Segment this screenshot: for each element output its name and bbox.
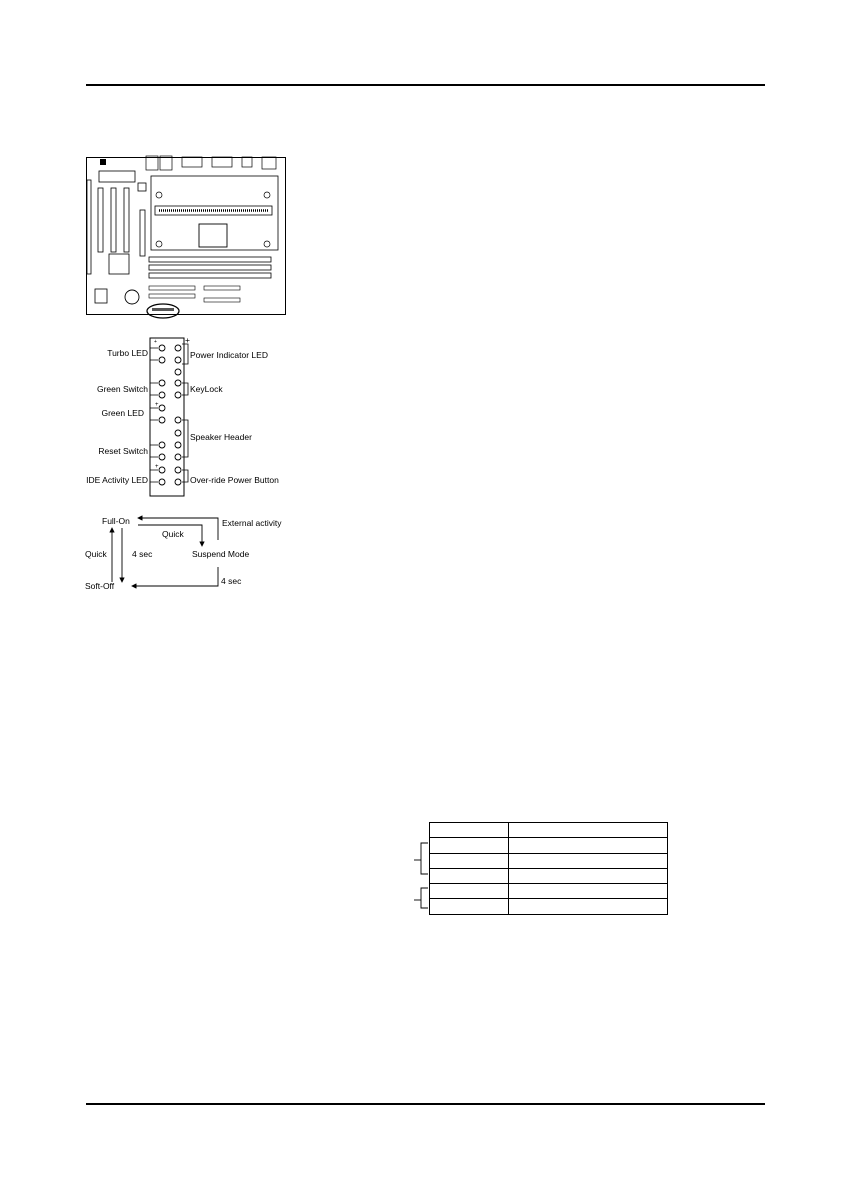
svg-text:+: + bbox=[155, 402, 159, 408]
table-row bbox=[430, 884, 668, 899]
table-row bbox=[430, 823, 668, 838]
full-on-state: Full-On bbox=[102, 516, 130, 526]
table-row bbox=[430, 899, 668, 914]
power-state-flow-diagram bbox=[80, 512, 300, 598]
table-cell bbox=[509, 838, 668, 853]
soft-off-state: Soft-Off bbox=[85, 581, 115, 591]
table-cell bbox=[509, 823, 668, 838]
four-sec-mid-label: 4 sec bbox=[132, 549, 153, 559]
green-switch-label: Green Switch bbox=[96, 384, 148, 394]
svg-text:+: + bbox=[154, 339, 157, 345]
external-activity-label: External activity bbox=[222, 518, 282, 528]
table-cell bbox=[430, 899, 509, 914]
table-cell bbox=[509, 868, 668, 883]
table-cell bbox=[509, 899, 668, 914]
table-cell bbox=[430, 838, 509, 853]
green-led-label: Green LED bbox=[101, 408, 144, 418]
reset-switch-label: Reset Switch bbox=[98, 446, 148, 456]
four-sec-bottom-label: 4 sec bbox=[221, 576, 242, 586]
power-indicator-led-label: Power Indicator LED bbox=[190, 350, 268, 360]
table-cell bbox=[430, 884, 509, 899]
table-row bbox=[430, 853, 668, 868]
table-row bbox=[430, 838, 668, 853]
quick-top-label: Quick bbox=[162, 529, 184, 539]
turbo-led-label: Turbo LED bbox=[107, 348, 148, 358]
svg-text:+: + bbox=[155, 464, 159, 470]
table-cell bbox=[430, 853, 509, 868]
table-cell bbox=[509, 853, 668, 868]
override-power-button-label: Over-ride Power Button bbox=[190, 475, 279, 485]
pin-group bbox=[159, 345, 181, 485]
quick-left-label: Quick bbox=[85, 549, 107, 559]
front-panel-connector-diagram bbox=[80, 336, 300, 506]
pin-assignment-table bbox=[429, 822, 668, 915]
suspend-mode-state: Suspend Mode bbox=[192, 549, 250, 559]
table-row bbox=[430, 868, 668, 883]
table-cell bbox=[509, 884, 668, 899]
motherboard-diagram bbox=[86, 152, 286, 322]
bottom-rule bbox=[86, 1103, 765, 1105]
speaker-header-label: Speaker Header bbox=[190, 432, 252, 442]
ide-activity-led-label: IDE Activity LED bbox=[86, 475, 148, 485]
table-cell bbox=[430, 868, 509, 883]
top-rule bbox=[86, 84, 765, 86]
plus-sign: + bbox=[185, 336, 190, 345]
keylock-label: KeyLock bbox=[190, 384, 223, 394]
table-cell bbox=[430, 823, 509, 838]
